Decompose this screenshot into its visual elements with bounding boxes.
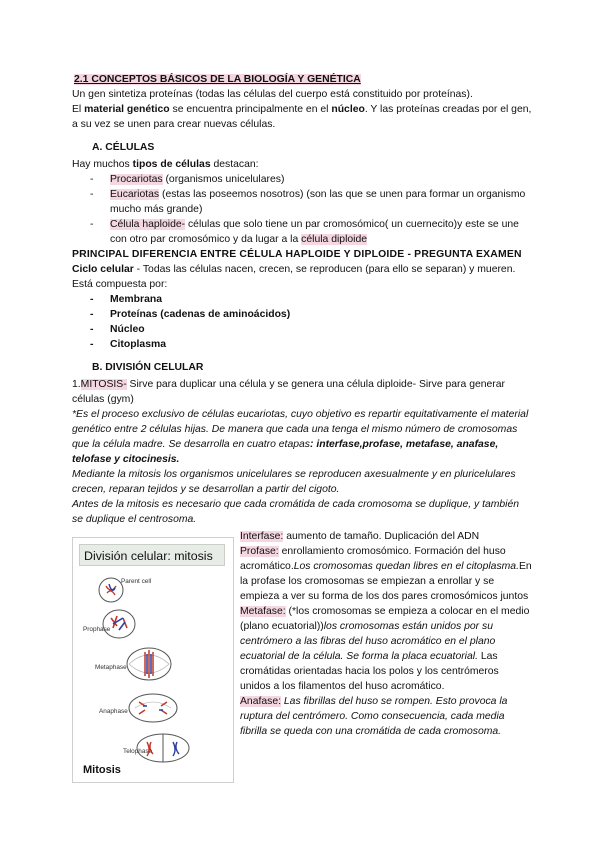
mitosis-paragraph: 1.MITOSIS- Sirve para duplicar una célula y se genera una célula diploide- Sirve para generar células (gym) xyxy=(72,379,506,405)
label-metaphase: Metaphase xyxy=(95,664,127,671)
list-item: - Núcleo xyxy=(90,322,532,337)
list-item: - Citoplasma xyxy=(90,337,532,352)
list-item: - Proteínas (cadenas de aminoácidos) xyxy=(90,307,532,322)
ciclo-paragraph: Ciclo celular - Todas las células nacen, crecen, se reproducen (para ello se separan) y mueren. xyxy=(72,264,516,275)
exam-note: PRINCIPAL DIFERENCIA ENTRE CÉLULA HAPLOIDE Y DIPLOIDE - PREGUNTA EXAMEN xyxy=(72,249,522,260)
intro-paragraph-1: Un gen sintetiza proteínas (todas las células del cuerpo está constituido por proteínas). xyxy=(72,89,473,100)
mitosis-figure xyxy=(72,537,234,783)
intro-paragraph-2: El material genético se encuentra principalmente en el núcleo. Y las proteínas creadas por el gen, a su vez se unen para crear nuevas células. xyxy=(72,104,532,130)
cell-types-list xyxy=(72,172,532,247)
figure-title: División celular: mitosis xyxy=(79,544,225,566)
label-telophase: Telophase xyxy=(123,748,153,755)
document-page xyxy=(72,72,532,783)
interfase-paragraph: Interfase: aumento de tamaño. Duplicación del ADN xyxy=(240,531,480,542)
metafase-paragraph: Metafase: (*los cromosomas se empieza a colocar en el medio (plano ecuatorial))los cromosomas están unidos por su centrómero a las fibras del huso acromático en el plano ecuatorial de la célula. Se forma la placa ecuatorial. Las cromátidas orientadas hacia los polos y los centrómeros unidos a los filamentos del huso acromático. xyxy=(240,606,530,692)
anafase-paragraph: Anafase: Las fibrillas del huso se rompen. Esto provoca la ruptura del centrómero. Como consecuencia, cada media fibrilla se queda con una cromátida de cada cromosoma. xyxy=(240,696,508,737)
subheading-cells: A. CÉLULAS xyxy=(92,142,155,153)
composed-label: Está compuesta por: xyxy=(72,279,168,290)
list-item: - Membrana xyxy=(90,292,532,307)
mitosis-note-1: Mediante la mitosis los organismos unicelulares se reproducen axesualmente y en pluricelulares crecen, reparan tejidos y se desarrollan a partir del cigoto. xyxy=(72,469,516,495)
figure-caption: Mitosis xyxy=(83,764,121,776)
mitosis-definition: *Es el proceso exclusivo de células eucariotas, cuyo objetivo es repartir equitativamente el material genético entre 2 células hijas. De manera que cada una tenga el mismo número de cromosomas que la célula madre. Se desarrolla en cuatro etapas: interfase,profase, metafase, anafase, telofase y citocinesis. xyxy=(72,409,529,465)
label-prophase: Prophase xyxy=(83,626,111,633)
components-list xyxy=(72,292,532,352)
label-anaphase: Anaphase xyxy=(99,708,128,715)
list-item: - Célula haploide- células que solo tiene un par cromosómico( un cuernecito)y este se une con otro par cromosómico y da lugar a la célula diploide xyxy=(90,217,532,247)
list-item: - Procariotas (organismos unicelulares) xyxy=(90,172,532,187)
phases-column xyxy=(240,529,532,783)
mitosis-row xyxy=(72,529,532,783)
profase-paragraph: Profase: enrollamiento cromosómico. Formación del huso acromático.Los cromosomas quedan libres en el citoplasma.En la profase los cromosomas se empiezan a enrollar y se empieza a ver su forma de los dos pares cromosómicos juntos xyxy=(240,546,532,602)
subheading-division: B. DIVISIÓN CELULAR xyxy=(92,362,204,373)
cells-intro: Hay muchos tipos de células destacan: xyxy=(72,159,259,170)
mitosis-note-2: Antes de la mitosis es necesario que cada cromátida de cada cromosoma se duplique, y también se duplique el centrosoma. xyxy=(72,499,520,525)
section-heading: 2.1 CONCEPTOS BÁSICOS DE LA BIOLOGÍA Y GENÉTICA xyxy=(74,74,361,85)
label-parent-cell: Parent cell xyxy=(121,578,152,585)
list-item: - Eucariotas (estas las poseemos nosotros) (son las que se unen para formar un organismo mucho más grande) xyxy=(90,187,532,217)
